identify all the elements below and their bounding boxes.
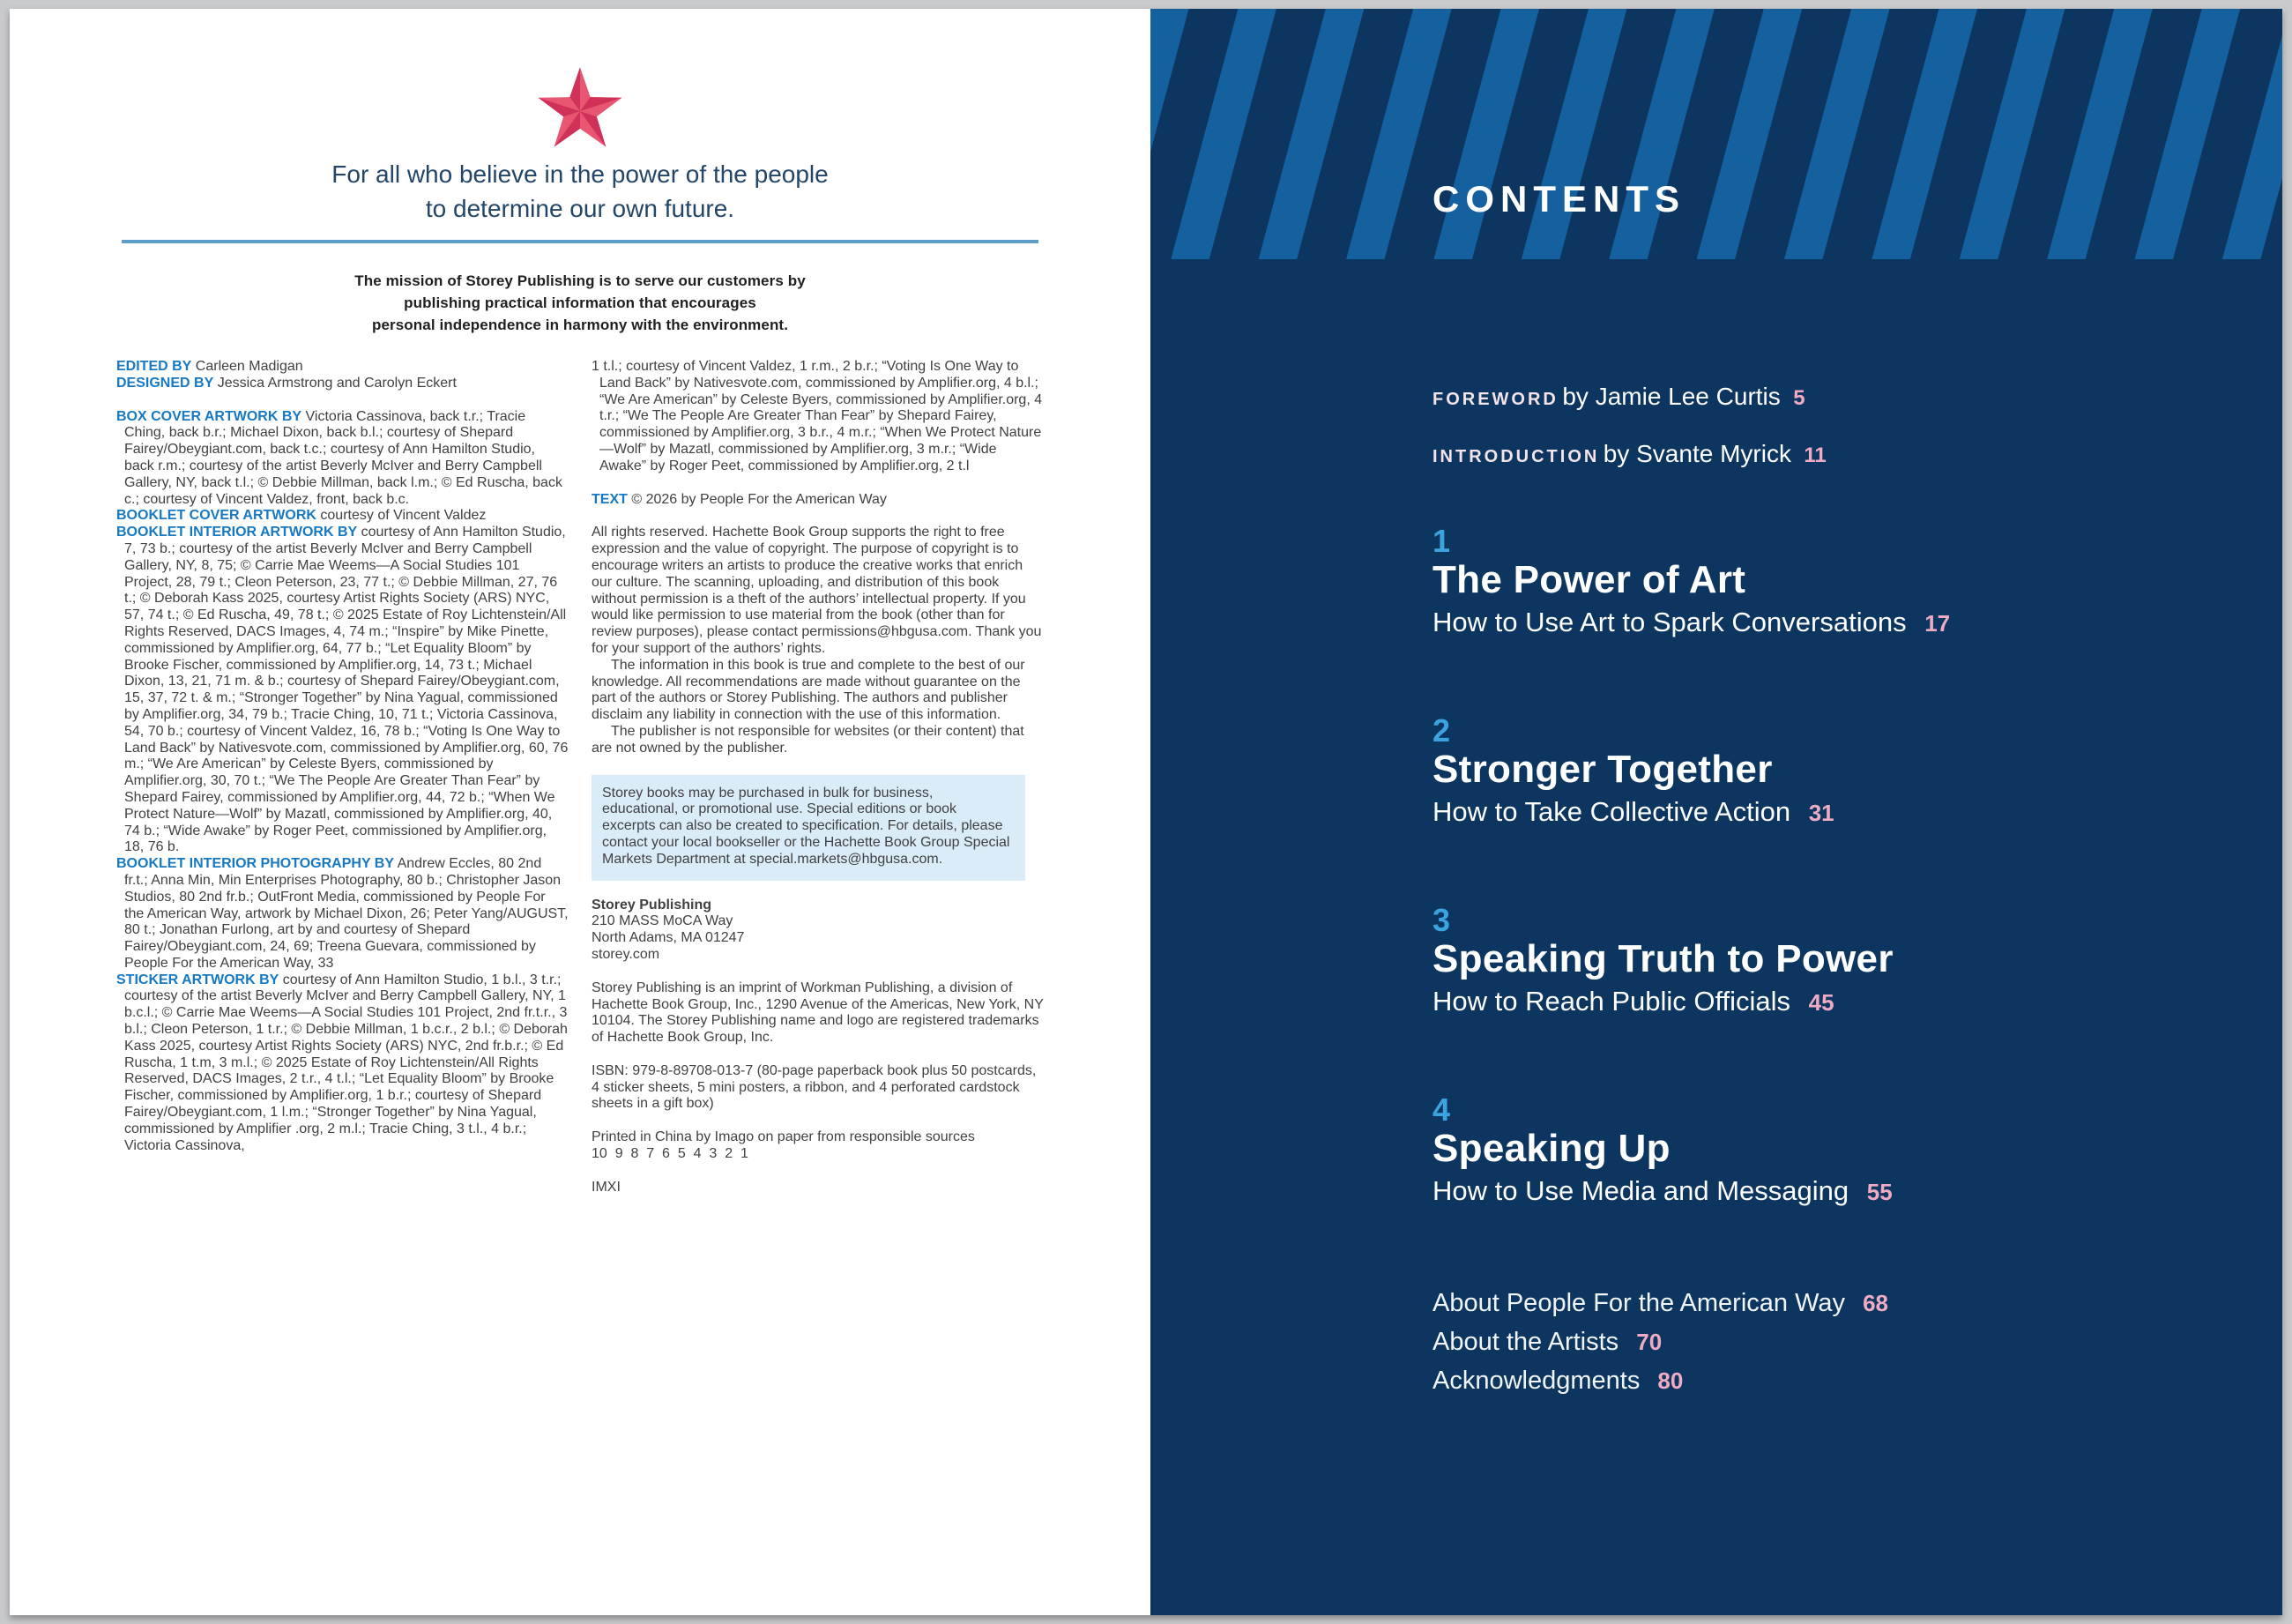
toc-page-number: 45 (1808, 989, 1834, 1016)
chapter-subtitle: How to Use Art to Spark Conversations (1432, 607, 1907, 637)
credit-text: Andrew Eccles, 80 2nd fr.t.; Anna Min, Min Enterprises Photography, 80 b.; Christopher Jason Studios, 80 2nd fr.b.; OutFront Media, commissioned by People For the American Way, artwork by Michael Dixon, 26; Peter Yang/AUGUST, 80 t.; Jonathan Furlong, art by and courtesy of Shepard Fairey/Obeygiant.com, 24, 69; Treena Guevara, commissioned by People For the American Way, 33 (124, 856, 569, 971)
printer-code: IMXI (592, 1179, 621, 1195)
toc-chapter-4 (1432, 1091, 2244, 1211)
imprint-notice: Storey Publishing is an imprint of Workman Publishing, a division of Hachette Book Group, Inc., 1290 Avenue of the Americas, New York, NY 10104. The Storey Publishing name and logo are registered trademarks of Hachette Book Group, Inc. (592, 980, 1044, 1046)
credit-label: EDITED BY (116, 359, 192, 374)
toc-chapter-1 (1432, 525, 2244, 643)
toc-page-number: 11 (1804, 443, 1827, 467)
copyright-page (10, 9, 1150, 1615)
spacer (592, 881, 1044, 898)
toc-chapter-3 (1432, 902, 2244, 1022)
credit-label: STICKER ARTWORK BY (116, 972, 279, 987)
dedication-line-2: to determine our own future. (425, 195, 735, 222)
credit-label: BOOKLET INTERIOR PHOTOGRAPHY BY (116, 856, 394, 872)
credit-booklet-interior-photography (116, 856, 569, 972)
toc-chapter-2 (1432, 712, 2244, 832)
spacer (592, 1163, 1044, 1180)
spacer (592, 1047, 1044, 1063)
isbn-text: ISBN: 979-8-89708-013-7 (80-page paperback book plus 50 postcards, 4 sticker sheets, 5 mini posters, a ribbon, and 4 perforated cardstock sheets in a gift box) (592, 1062, 1037, 1112)
dedication (10, 157, 1150, 226)
credit-booklet-cover-artwork (116, 508, 569, 525)
toc-page-number: 80 (1657, 1367, 1684, 1394)
credit-sticker-artwork (116, 972, 569, 1155)
printed-in-text: Printed in China by Imago on paper from responsible sources (592, 1129, 975, 1145)
mission-line: personal independence in harmony with the environment. (371, 317, 789, 333)
chapter-subtitle: How to Use Media and Messaging (1432, 1175, 1849, 1206)
contents-title: CONTENTS (1432, 178, 1686, 220)
bulk-purchase-text: Storey books may be purchased in bulk for business, educational, or promotional use. Special editions or book excerpts can also be created to specification. For details, please contact your local bookseller or the Hachette Book Group Special Markets Department at special.markets@hbgusa.com. (602, 785, 1010, 867)
spacer (1432, 497, 2244, 525)
publisher-block (592, 898, 1044, 964)
credit-label: BOOKLET COVER ARTWORK (116, 508, 316, 524)
credit-text: courtesy of Vincent Valdez (320, 508, 487, 524)
publisher-address-line: North Adams, MA 01247 (592, 930, 745, 946)
credit-label: BOOKLET INTERIOR ARTWORK BY (116, 525, 358, 540)
spacer (592, 508, 1044, 525)
chapter-subtitle-row (1432, 1172, 2244, 1211)
credit-text: © 2026 by People For the American Way (631, 491, 887, 507)
toc-page-number: 68 (1863, 1290, 1888, 1316)
credit-text: courtesy of Ann Hamilton Studio, 1 b.l., 3 t.r.; courtesy of the artist Beverly McIver and Berry Campbell Gallery, NY, 1 b.c.l.; © Carrie Mae Weems—A Social Studies 101 Project, 2nd fr.t.r., 3 b.l.; Cleon Peterson, 1 t.r.; © Debbie Millman, 1 b.c.r., 2 b.l.; © Deborah Kass 2025, courtesy Artist Rights Society (ARS) NYC, 2nd fr.b.r.; © Ed Ruscha, 1 t.m, 3 m.l.; © 2025 Estate of Roy Lichtenstein/All Rights Reserved, DACS Images, 2 t.r., 4 t.l.; “Let Equality Bloom” by Brooke Fischer, commissioned by Amplifier.org, 1 b.r.; courtesy of Shepard Fairey/Obeygiant.com, 1 l.m.; “Stronger Together” by Nina Yagual, commissioned by Amplifier .org, 2 m.l.; Tracie Ching, 3 t.l., 4 b.r.; Victoria Cassinova, (124, 972, 568, 1153)
toc-entry-about-artists (1432, 1322, 2244, 1361)
toc-entry-acknowledgments (1432, 1361, 2244, 1400)
diagonal-stripes-decoration (1150, 9, 2282, 259)
publisher-address-line: 210 MASS MoCA Way (592, 913, 733, 929)
toc-entry-introduction (1432, 440, 2244, 468)
chapter-title: Speaking Truth to Power (1432, 937, 1894, 980)
star-icon (534, 63, 626, 152)
credit-designed-by (116, 376, 569, 392)
toc-entry-text: About People For the American Way (1432, 1289, 1845, 1317)
credit-continuation (592, 359, 1044, 475)
credit-label: DESIGNED BY (116, 375, 214, 391)
toc-entry-text: Acknowledgments (1432, 1367, 1641, 1395)
chapter-subtitle-row (1432, 603, 2244, 643)
credit-text: 1 t.l.; courtesy of Vincent Valdez, 1 r.m., 2 b.r.; “Voting Is One Way to Land Back” by Nativesvote.com, commissioned by Amplifier.org, 4 b.l.; “We Are American” by Celeste Byers, commissioned by Amplifier.org, 4 t.r.; “We The People Are Greater Than Fear” by Shepard Fairey, commissioned by Amplifier.org, 3 b.r., 4 m.r.; “When We Protect Nature—Wolf” by Mazatl, commissioned by Amplifier.org, 3 m.r.; “Wide Awake” by Roger Peet, commissioned by Amplifier.org, 2 t.l (592, 359, 1043, 473)
chapter-title: The Power of Art (1432, 558, 1746, 601)
credits-column-right (592, 359, 1044, 1196)
publisher-website: storey.com (592, 946, 660, 962)
chapter-number: 4 (1432, 1091, 1451, 1128)
chapter-subtitle-row (1432, 793, 2244, 832)
chapter-number: 2 (1432, 712, 1451, 749)
table-of-contents (1432, 383, 2244, 1400)
toc-page-number: 70 (1636, 1329, 1663, 1355)
rights-paragraph: All rights reserved. Hachette Book Group supports the right to free expression and the value of copyright. The purpose of copyright is to encourage writers an artists to produce the creative works that enrich our culture. The scanning, uploading, and distribution of this book without permission is a theft of the authors’ intellectual property. If you would like permission to use material from the book (other than for review purposes), please contact permissions@hbgusa.com. Thank you for your support of the authors’ rights. (592, 525, 1042, 656)
toc-page-number: 17 (1924, 610, 1951, 637)
chapter-title: Stronger Together (1432, 748, 1773, 791)
credits-column-left (116, 359, 569, 1196)
mission-line: publishing practical information that encourages (404, 294, 756, 311)
spacer (592, 964, 1044, 980)
toc-entry-label: INTRODUCTION (1432, 447, 1600, 466)
toc-entry-text: by Jamie Lee Curtis (1562, 383, 1781, 410)
bulk-purchase-notice (592, 775, 1025, 881)
credit-text-copyright (592, 492, 1044, 509)
toc-page-number: 31 (1808, 800, 1834, 826)
chapter-subtitle-row (1432, 982, 2244, 1022)
toc-entry-about-pfaw (1432, 1284, 2244, 1322)
credit-box-cover-artwork (116, 409, 569, 509)
double-rule-divider (122, 240, 1038, 243)
chapter-title: Speaking Up (1432, 1127, 1671, 1170)
chapter-subtitle: How to Reach Public Officials (1432, 986, 1791, 1017)
credit-booklet-interior-artwork (116, 525, 569, 856)
toc-page-number: 55 (1866, 1179, 1893, 1205)
toc-entry-foreword (1432, 383, 2244, 411)
chapter-subtitle: How to Take Collective Action (1432, 796, 1791, 827)
chapter-number: 3 (1432, 902, 1451, 938)
credit-label: TEXT (592, 491, 628, 507)
toc-entry-text: About the Artists (1432, 1328, 1619, 1356)
rights-paragraph: The publisher is not responsible for websites (or their content) that are not owned by the publisher. (592, 723, 1024, 756)
publisher-name: Storey Publishing (592, 897, 712, 913)
credit-text: Victoria Cassinova, back t.r.; Tracie Ching, back b.r.; Michael Dixon, back b.l.; courtesy of Shepard Fairey/Obeygiant.com, back t.c.; courtesy of Ann Hamilton Studio, back r.m.; courtesy of the artist Beverly McIver and Berry Campbell Gallery, NY, back t.l.; © Debbie Millman, back l.m.; © Ed Ruscha, back c.; courtesy of Vincent Valdez, front, back b.c. (124, 408, 562, 507)
credit-label: BOX COVER ARTWORK BY (116, 408, 302, 424)
credit-text: Jessica Armstrong and Carolyn Eckert (217, 375, 457, 391)
mission-statement (10, 270, 1150, 336)
toc-page-number: 5 (1793, 386, 1805, 410)
credit-text: courtesy of Ann Hamilton Studio, 7, 73 b.; courtesy of the artist Beverly McIver and Berry Campbell Gallery, NY, 8, 75; © Carrie Mae Weems—A Social Studies 101 Project, 28, 79 t.; Cleon Peterson, 23, 77 t.; © Debbie Millman, 27, 76 t.; © Deborah Kass 2025, courtesy Artist Rights Society (ARS) NYC, 57, 74 t.; © Ed Ruscha, 49, 78 t.; © 2025 Estate of Roy Lichtenstein/All Rights Reserved, DACS Images, 4, 74 m.; “Inspire” by Mike Pinette, commissioned by Amplifier.org, 64, 77 b.; “Let Equality Bloom” by Brooke Fischer, commissioned by Amplifier.org, 14, 73 t.; Michael Dixon, 13, 21, 71 m. & b.; courtesy of Shepard Fairey/Obeygiant.com, 15, 37, 72 t. & m.; “Stronger Together” by Nina Yagual, commissioned by Amplifier.org, 34, 79 b.; Tracie Ching, 10, 71 t.; Victoria Cassinova, 54, 70 b.; courtesy of Vincent Valdez, 16, 78 b.; “Voting Is One Way to Land Back” by Nativesvote.com, commissioned by Amplifier.org, 60, 76 m.; “We Are American” by Celeste Byers, commissioned by Amplifier.org, 30, 70 t.; “We The People Are Greater Than Fear” by Shepard Fairey, commissioned by Amplifier.org, 44, 72 b.; “When We Protect Nature—Wolf” by Mazatl, commissioned by Amplifier.org, 40, 74 b.; “Wide Awake” by Roger Peet, commissioned by Amplifier.org, 18, 76 b. (124, 525, 569, 855)
book-spread (10, 9, 2282, 1615)
rights-paragraph: The information in this book is true and complete to the best of our knowledge. All recommendations are made without guarantee on the part of the authors or Storey Publishing. The authors and publisher disclaim any liability in connection with the use of this information. (592, 657, 1025, 723)
toc-entry-label: FOREWORD (1432, 390, 1559, 409)
credits-columns (116, 359, 1044, 1196)
dedication-line-1: For all who believe in the power of the people (331, 160, 829, 188)
spacer (592, 1113, 1044, 1129)
toc-entry-text: by Svante Myrick (1603, 440, 1791, 467)
print-run-numbers: 10 9 8 7 6 5 4 3 2 1 (592, 1146, 748, 1162)
toc-back-matter (1432, 1284, 2244, 1400)
credit-text: Carleen Madigan (195, 359, 303, 374)
mission-line: The mission of Storey Publishing is to serve our customers by (354, 272, 806, 289)
credit-edited-by (116, 359, 569, 376)
contents-page (1150, 9, 2282, 1615)
chapter-number: 1 (1432, 523, 1451, 559)
rights-notice (592, 525, 1044, 756)
